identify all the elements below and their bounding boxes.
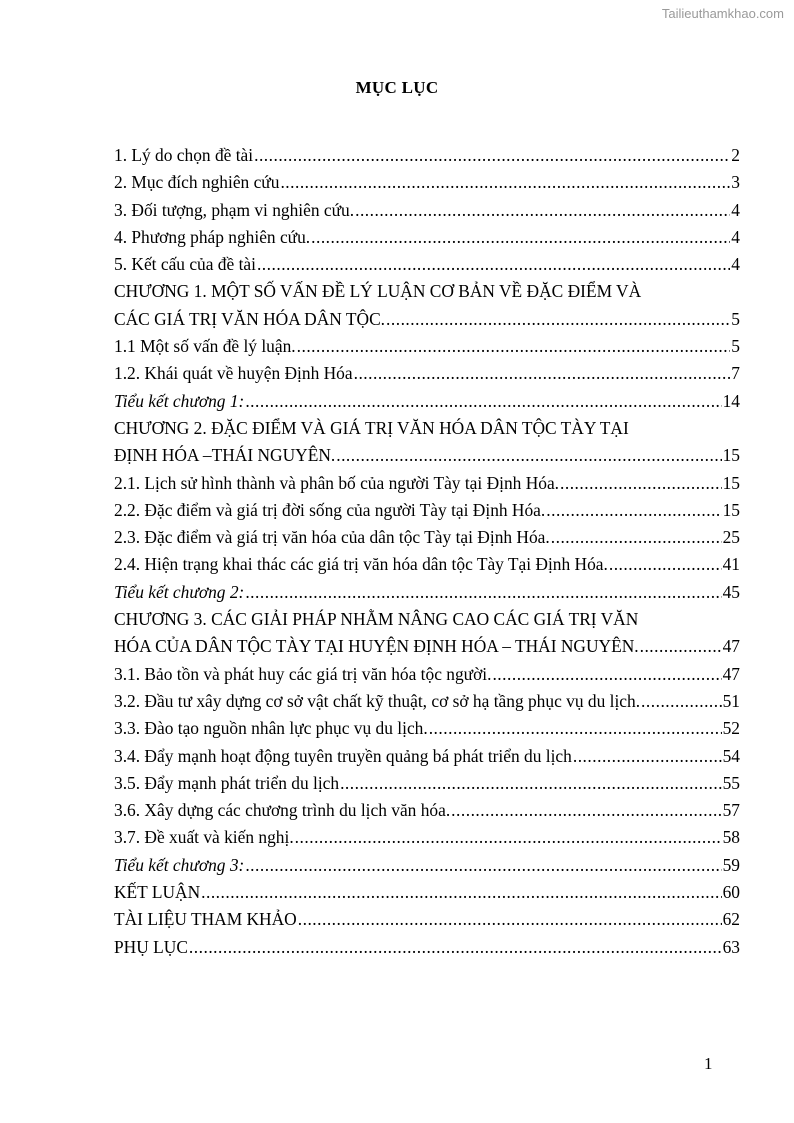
toc-entry[interactable] <box>114 470 740 497</box>
toc-entry-label: 2.3. Đặc điểm và giá trị văn hóa của dân tộc Tày tại Định Hóa. <box>114 527 550 548</box>
toc-entry-label: Tiểu kết chương 2: <box>114 581 245 602</box>
toc-leader-dots <box>560 470 722 497</box>
toc-entry-label: 3.3. Đào tạo nguồn nhân lực phục vụ du lịch. <box>114 718 428 739</box>
toc-entry[interactable] <box>114 579 740 606</box>
toc-leader-dots <box>298 906 722 933</box>
toc-entry[interactable] <box>114 633 740 660</box>
toc-entry[interactable] <box>114 197 740 224</box>
toc-leader-dots <box>386 306 730 333</box>
toc-entry[interactable] <box>114 770 740 797</box>
toc-leader-dots <box>641 688 722 715</box>
toc-leader-dots <box>546 497 721 524</box>
toc-entry-label: 1.1 Một số vấn đề lý luận. <box>114 336 296 357</box>
toc-chapter-label-line1: CHƯƠNG 3. CÁC GIẢI PHÁP NHẰM NÂNG CAO CÁC GIÁ TRỊ VĂN <box>114 609 639 630</box>
toc-entry-label: 3.6. Xây dựng các chương trình du lịch văn hóa. <box>114 800 451 821</box>
toc-entry[interactable] <box>114 497 740 524</box>
toc-leader-dots <box>245 579 721 606</box>
toc-entry-label: 2.2. Đặc điểm và giá trị đời sống của người Tày tại Định Hóa. <box>114 499 546 520</box>
toc-chapter-label-line2: CÁC GIÁ TRỊ VĂN HÓA DÂN TỘC. <box>114 308 386 329</box>
toc-leader-dots <box>551 524 722 551</box>
toc-entry-page: 47 <box>722 663 740 684</box>
toc-entry[interactable] <box>114 333 740 360</box>
toc-entry-page: 54 <box>722 745 740 766</box>
toc-entry-label: 5. Kết cấu của đề tài <box>114 254 256 275</box>
toc-leader-dots <box>295 824 722 851</box>
toc-entry-page: 55 <box>722 772 740 793</box>
toc-entry-page: 14 <box>722 390 740 411</box>
toc-entry-label: KẾT LUẬN <box>114 882 201 903</box>
toc-entry-page: 5 <box>731 336 740 357</box>
toc-chapter-label-line2: HÓA CỦA DÂN TỘC TÀY TẠI HUYỆN ĐỊNH HÓA – THÁI NGUYÊN. <box>114 636 639 657</box>
watermark: Tailieuthamkhao.com <box>661 6 784 21</box>
toc-entry[interactable] <box>114 743 740 770</box>
toc-entry-page: 15 <box>722 472 740 493</box>
toc-entry[interactable] <box>114 551 740 578</box>
toc-entry-label: 1. Lý do chọn đề tài <box>114 145 254 165</box>
toc-entry[interactable] <box>114 688 740 715</box>
page-title: MỤC LỤC <box>355 78 439 97</box>
toc-entry-page: 4 <box>731 254 740 275</box>
toc-entry-label: 2. Mục đích nghiên cứu <box>114 172 280 193</box>
toc-entry-page: 5 <box>731 308 740 329</box>
toc-leader-dots <box>451 797 721 824</box>
toc-entry-page: 41 <box>722 554 740 575</box>
toc-entry-page: 25 <box>722 527 740 548</box>
toc-leader-dots <box>640 633 722 660</box>
toc-entry-page: 15 <box>722 499 740 520</box>
toc-entry-page: 59 <box>722 854 740 875</box>
toc-chapter-label-line1: CHƯƠNG 1. MỘT SỐ VẤN ĐỀ LÝ LUẬN CƠ BẢN VỀ ĐẶC ĐIỂM VÀ <box>114 281 642 302</box>
toc-entry-label: 2.4. Hiện trạng khai thác các giá trị văn hóa dân tộc Tày Tại Định Hóa. <box>114 554 608 575</box>
toc-entry-label: TÀI LIỆU THAM KHẢO <box>114 909 297 930</box>
toc-entry-label: 3.2. Đầu tư xây dựng cơ sở vật chất kỹ thuật, cơ sở hạ tầng phục vụ du lịch. <box>114 690 641 711</box>
toc-entry-label: 3. Đối tượng, phạm vi nghiên cứu. <box>114 199 355 220</box>
toc-leader-dots <box>245 388 721 415</box>
toc-entry[interactable] <box>114 797 740 824</box>
toc-leader-dots <box>355 197 730 224</box>
toc-entry-label: 1.2. Khái quát về huyện Định Hóa <box>114 363 353 384</box>
page-number: 1 <box>704 1054 713 1073</box>
toc-leader-dots <box>245 852 721 879</box>
toc-entry-page: 52 <box>722 718 740 739</box>
toc-entry[interactable] <box>114 224 740 251</box>
toc-entry-page: 51 <box>722 690 740 711</box>
toc-entry[interactable] <box>114 661 740 688</box>
toc-entry[interactable] <box>114 251 740 278</box>
toc-leader-dots <box>280 169 730 196</box>
toc-entry-page: 15 <box>722 445 740 466</box>
toc-entry-page: 60 <box>722 882 740 903</box>
toc-leader-dots <box>609 551 722 578</box>
toc-entry-page: 4 <box>731 226 740 247</box>
toc-entry[interactable] <box>114 524 740 551</box>
toc-chapter-heading[interactable] <box>114 415 740 442</box>
toc-chapter-label-line2: ĐỊNH HÓA –THÁI NGUYÊN. <box>114 445 336 466</box>
toc-entry-page: 47 <box>722 636 740 657</box>
toc-entry[interactable] <box>114 934 740 961</box>
toc-entry-label: 3.7. Đề xuất và kiến nghị. <box>114 827 294 848</box>
toc-leader-dots <box>254 142 730 169</box>
toc-leader-dots <box>354 360 731 387</box>
toc-leader-dots <box>429 715 722 742</box>
toc-entry-label: 4. Phương pháp nghiên cứu. <box>114 226 311 247</box>
toc-leader-dots <box>311 224 730 251</box>
toc-entry-page: 45 <box>722 581 740 602</box>
toc-entry-label: 3.5. Đẩy mạnh phát triển du lịch <box>114 772 340 793</box>
toc-entry[interactable] <box>114 142 740 169</box>
toc-leader-dots <box>297 333 731 360</box>
toc-entry-page: 4 <box>731 199 740 220</box>
toc-entry-label: Tiểu kết chương 1: <box>114 390 245 411</box>
toc-entry[interactable] <box>114 169 740 196</box>
toc-entry-label: PHỤ LỤC <box>114 936 188 957</box>
toc-leader-dots <box>201 879 721 906</box>
toc-entry[interactable] <box>114 824 740 851</box>
toc-leader-dots <box>492 661 721 688</box>
toc-entry-page: 57 <box>722 800 740 821</box>
toc-entry-page: 7 <box>731 363 740 384</box>
toc-entry[interactable] <box>114 442 740 469</box>
toc-entry-label: 2.1. Lịch sử hình thành và phân bố của người Tày tại Định Hóa. <box>114 472 560 493</box>
toc-chapter-label-line1: CHƯƠNG 2. ĐẶC ĐIỂM VÀ GIÁ TRỊ VĂN HÓA DÂN TỘC TÀY TẠI <box>114 417 629 438</box>
toc-entry-label: Tiểu kết chương 3: <box>114 854 245 875</box>
toc-leader-dots <box>189 934 722 961</box>
toc-leader-dots <box>340 770 722 797</box>
toc-entry[interactable] <box>114 360 740 387</box>
toc-entry[interactable] <box>114 906 740 933</box>
toc-entry[interactable] <box>114 879 740 906</box>
toc-leader-dots <box>257 251 730 278</box>
toc-entry-page: 3 <box>731 172 740 193</box>
toc-leader-dots <box>573 743 722 770</box>
toc-entry[interactable] <box>114 715 740 742</box>
toc-entry-page: 2 <box>731 145 740 165</box>
toc-chapter-heading[interactable] <box>114 606 740 633</box>
toc-entry-label: 3.1. Bảo tồn và phát huy các giá trị văn hóa tộc người. <box>114 663 492 684</box>
toc-entry-page: 58 <box>722 827 740 848</box>
toc-leader-dots <box>336 442 721 469</box>
toc-chapter-heading[interactable] <box>114 278 740 305</box>
toc-entry[interactable] <box>114 852 740 879</box>
toc-entry-page: 63 <box>722 936 740 957</box>
toc-entry-label: 3.4. Đẩy mạnh hoạt động tuyên truyền quảng bá phát triển du lịch <box>114 745 572 766</box>
table-of-contents <box>114 142 740 961</box>
toc-entry[interactable] <box>114 388 740 415</box>
toc-entry-page: 62 <box>722 909 740 930</box>
toc-entry[interactable] <box>114 306 740 333</box>
